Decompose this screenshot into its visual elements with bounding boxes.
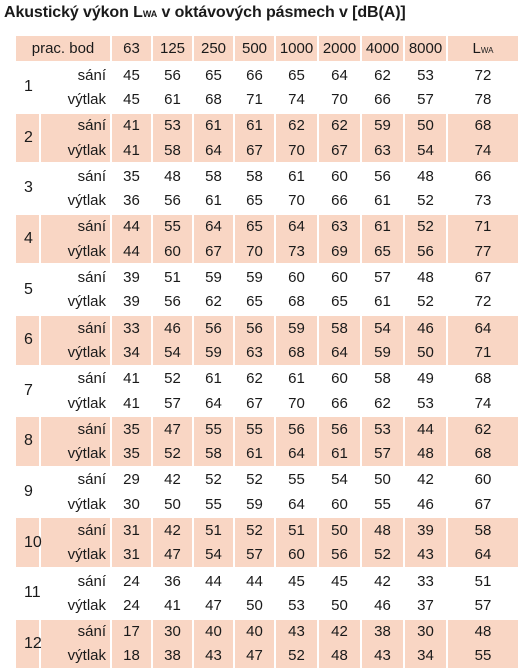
- value-cell: 41: [111, 113, 152, 138]
- value-cell: 58: [234, 163, 275, 188]
- value-cell: 44: [234, 568, 275, 593]
- point-id: 2: [16, 113, 40, 164]
- value-cell: 50: [404, 113, 447, 138]
- value-cell: 59: [275, 315, 318, 340]
- value-cell: 61: [318, 441, 361, 466]
- value-cell: 35: [111, 441, 152, 466]
- table-row: [16, 366, 518, 391]
- value-cell: 63: [234, 340, 275, 365]
- value-cell: 45: [275, 568, 318, 593]
- value-cell: 36: [152, 568, 193, 593]
- mode-label: sání: [40, 416, 111, 441]
- point-id: 3: [16, 163, 40, 214]
- value-cell: 60: [275, 543, 318, 568]
- value-cell: 65: [193, 62, 234, 87]
- value-cell: 36: [111, 188, 152, 213]
- total-cell: 51: [447, 568, 518, 593]
- mode-label: výtlak: [40, 87, 111, 112]
- value-cell: 61: [234, 113, 275, 138]
- value-cell: 61: [275, 163, 318, 188]
- value-cell: 74: [275, 87, 318, 112]
- total-cell: 68: [447, 441, 518, 466]
- value-cell: 54: [152, 340, 193, 365]
- mode-label: výtlak: [40, 644, 111, 668]
- band-header: 63: [111, 36, 152, 62]
- value-cell: 51: [193, 517, 234, 542]
- value-cell: 59: [234, 492, 275, 517]
- value-cell: 44: [111, 214, 152, 239]
- value-cell: 59: [193, 340, 234, 365]
- value-cell: 68: [193, 87, 234, 112]
- band-header: 250: [193, 36, 234, 62]
- table-row: [16, 644, 518, 668]
- value-cell: 61: [234, 441, 275, 466]
- value-cell: 70: [275, 391, 318, 416]
- value-cell: 53: [404, 391, 447, 416]
- value-cell: 52: [152, 441, 193, 466]
- value-cell: 45: [111, 87, 152, 112]
- value-cell: 52: [404, 188, 447, 213]
- mode-label: sání: [40, 619, 111, 644]
- value-cell: 44: [193, 568, 234, 593]
- value-cell: 33: [111, 315, 152, 340]
- point-id: 9: [16, 467, 40, 518]
- point-id: 1: [16, 62, 40, 113]
- value-cell: 64: [318, 340, 361, 365]
- value-cell: 62: [318, 113, 361, 138]
- value-cell: 68: [275, 290, 318, 315]
- header-row: [16, 36, 518, 62]
- value-cell: 33: [404, 568, 447, 593]
- value-cell: 47: [193, 593, 234, 618]
- total-cell: 64: [447, 543, 518, 568]
- value-cell: 57: [404, 87, 447, 112]
- value-cell: 48: [361, 517, 404, 542]
- value-cell: 61: [361, 290, 404, 315]
- mode-label: výtlak: [40, 441, 111, 466]
- total-header: LWA: [447, 36, 518, 62]
- value-cell: 53: [404, 62, 447, 87]
- table-row: [16, 315, 518, 340]
- band-header: 125: [152, 36, 193, 62]
- point-id: 12: [16, 619, 40, 668]
- title-prefix: Akustický výkon L: [4, 4, 143, 21]
- value-cell: 60: [318, 492, 361, 517]
- value-cell: 64: [275, 441, 318, 466]
- table-row: [16, 492, 518, 517]
- value-cell: 43: [275, 619, 318, 644]
- value-cell: 42: [318, 619, 361, 644]
- value-cell: 34: [404, 644, 447, 668]
- value-cell: 48: [318, 644, 361, 668]
- mode-label: sání: [40, 315, 111, 340]
- point-id: 11: [16, 568, 40, 619]
- value-cell: 60: [318, 163, 361, 188]
- value-cell: 24: [111, 593, 152, 618]
- value-cell: 38: [361, 619, 404, 644]
- total-cell: 48: [447, 619, 518, 644]
- value-cell: 37: [404, 593, 447, 618]
- table-row: [16, 568, 518, 593]
- mode-label: sání: [40, 113, 111, 138]
- table-row: [16, 138, 518, 163]
- band-header: 4000: [361, 36, 404, 62]
- value-cell: 56: [152, 290, 193, 315]
- total-cell: 58: [447, 517, 518, 542]
- mode-label: sání: [40, 568, 111, 593]
- value-cell: 65: [361, 239, 404, 264]
- value-cell: 70: [318, 87, 361, 112]
- value-cell: 46: [404, 492, 447, 517]
- value-cell: 67: [318, 138, 361, 163]
- value-cell: 66: [318, 188, 361, 213]
- value-cell: 53: [361, 416, 404, 441]
- table-row: [16, 264, 518, 289]
- value-cell: 46: [152, 315, 193, 340]
- value-cell: 40: [193, 619, 234, 644]
- value-cell: 55: [361, 492, 404, 517]
- value-cell: 65: [234, 214, 275, 239]
- value-cell: 56: [234, 315, 275, 340]
- value-cell: 48: [152, 163, 193, 188]
- table-row: [16, 214, 518, 239]
- band-header: 8000: [404, 36, 447, 62]
- value-cell: 65: [318, 290, 361, 315]
- value-cell: 56: [152, 188, 193, 213]
- value-cell: 62: [361, 62, 404, 87]
- sound-power-table: [16, 36, 518, 668]
- mode-label: sání: [40, 163, 111, 188]
- mode-label: výtlak: [40, 188, 111, 213]
- value-cell: 55: [193, 416, 234, 441]
- total-cell: 60: [447, 467, 518, 492]
- value-cell: 65: [234, 188, 275, 213]
- value-cell: 18: [111, 644, 152, 668]
- value-cell: 52: [404, 214, 447, 239]
- total-cell: 78: [474, 90, 492, 108]
- value-cell: 31: [111, 543, 152, 568]
- corner-label: prac. bod: [16, 36, 111, 62]
- value-cell: 57: [152, 391, 193, 416]
- value-cell: 55: [152, 214, 193, 239]
- band-header: 500: [234, 36, 275, 62]
- total-cell: 67: [447, 264, 518, 289]
- table-row: [16, 543, 518, 568]
- value-cell: 47: [152, 543, 193, 568]
- value-cell: 51: [275, 517, 318, 542]
- value-cell: 68: [275, 340, 318, 365]
- mode-label: sání: [40, 517, 111, 542]
- value-cell: 49: [404, 366, 447, 391]
- point-id: 10: [16, 517, 40, 568]
- mode-label: výtlak: [40, 138, 111, 163]
- mode-label: výtlak: [40, 492, 111, 517]
- total-cell: 68: [447, 113, 518, 138]
- value-cell: 61: [361, 214, 404, 239]
- value-cell: 70: [275, 188, 318, 213]
- value-cell: 46: [404, 315, 447, 340]
- value-cell: 30: [111, 492, 152, 517]
- total-cell: 74: [447, 138, 518, 163]
- value-cell: 54: [404, 138, 447, 163]
- value-cell: 35: [111, 416, 152, 441]
- value-cell: 60: [152, 239, 193, 264]
- point-id: 8: [16, 416, 40, 467]
- value-cell: 60: [318, 264, 361, 289]
- value-cell: 42: [361, 568, 404, 593]
- value-cell: 34: [111, 340, 152, 365]
- value-cell: 61: [193, 113, 234, 138]
- total-cell: 77: [447, 239, 518, 264]
- value-cell: 54: [318, 467, 361, 492]
- total-cell: 71: [447, 340, 518, 365]
- value-cell: 54: [193, 543, 234, 568]
- mode-label: sání: [40, 214, 111, 239]
- value-cell: 48: [404, 264, 447, 289]
- value-cell: 50: [234, 593, 275, 618]
- value-cell: 70: [234, 239, 275, 264]
- table-title: [4, 4, 406, 22]
- value-cell: 43: [361, 644, 404, 668]
- value-cell: 64: [193, 214, 234, 239]
- value-cell: 60: [318, 366, 361, 391]
- value-cell: 52: [404, 290, 447, 315]
- value-cell: 65: [234, 290, 275, 315]
- value-cell: 62: [361, 391, 404, 416]
- value-cell: 55: [275, 467, 318, 492]
- value-cell: 65: [275, 62, 318, 87]
- value-cell: 67: [193, 239, 234, 264]
- value-cell: 35: [111, 163, 152, 188]
- table-row: [16, 593, 518, 618]
- value-cell: 66: [318, 391, 361, 416]
- value-cell: 56: [318, 416, 361, 441]
- value-cell: 56: [193, 315, 234, 340]
- value-cell: 52: [234, 517, 275, 542]
- value-cell: 50: [318, 593, 361, 618]
- total-cell: 55: [447, 644, 518, 668]
- table-row: [16, 290, 518, 315]
- value-cell: 66: [234, 62, 275, 87]
- value-cell: 56: [152, 62, 193, 87]
- table-row: [16, 239, 518, 264]
- value-cell: 50: [318, 517, 361, 542]
- value-cell: 64: [193, 138, 234, 163]
- table-row: [16, 619, 518, 644]
- point-id: 7: [16, 366, 40, 417]
- value-cell: 30: [404, 619, 447, 644]
- value-cell: 53: [152, 113, 193, 138]
- value-cell: 51: [152, 264, 193, 289]
- value-cell: 46: [361, 593, 404, 618]
- value-cell: 59: [361, 113, 404, 138]
- value-cell: 45: [318, 568, 361, 593]
- value-cell: 30: [152, 619, 193, 644]
- value-cell: 42: [152, 467, 193, 492]
- value-cell: 62: [193, 290, 234, 315]
- value-cell: 71: [234, 87, 275, 112]
- table-row: [16, 391, 518, 416]
- value-cell: 73: [275, 239, 318, 264]
- mode-label: sání: [40, 264, 111, 289]
- value-cell: 39: [111, 264, 152, 289]
- total-cell: 72: [447, 62, 518, 87]
- mode-label: výtlak: [40, 593, 111, 618]
- table-row: [16, 163, 518, 188]
- value-cell: 41: [111, 366, 152, 391]
- value-cell: 48: [404, 441, 447, 466]
- value-cell: 58: [152, 138, 193, 163]
- value-cell: 60: [275, 264, 318, 289]
- table-body: [16, 62, 518, 668]
- value-cell: 69: [318, 239, 361, 264]
- mode-label: sání: [40, 62, 111, 87]
- value-cell: 58: [193, 163, 234, 188]
- value-cell: 61: [193, 366, 234, 391]
- value-cell: 38: [152, 644, 193, 668]
- mode-label: sání: [40, 366, 111, 391]
- value-cell: 42: [152, 517, 193, 542]
- point-id: 4: [16, 214, 40, 265]
- value-cell: 64: [275, 214, 318, 239]
- value-cell: 44: [111, 239, 152, 264]
- value-cell: 50: [404, 340, 447, 365]
- value-cell: 62: [275, 113, 318, 138]
- table-row: [16, 188, 518, 213]
- total-cell: 64: [447, 315, 518, 340]
- value-cell: 43: [404, 543, 447, 568]
- mode-label: výtlak: [40, 239, 111, 264]
- value-cell: 59: [234, 264, 275, 289]
- value-cell: 56: [404, 239, 447, 264]
- value-cell: 58: [318, 315, 361, 340]
- total-cell: 72: [474, 293, 492, 311]
- value-cell: 31: [111, 517, 152, 542]
- table-row: [16, 467, 518, 492]
- table-row: [16, 441, 518, 466]
- table-row: [16, 416, 518, 441]
- value-cell: 62: [234, 366, 275, 391]
- value-cell: 61: [193, 188, 234, 213]
- value-cell: 67: [234, 138, 275, 163]
- value-cell: 56: [275, 416, 318, 441]
- value-cell: 45: [111, 62, 152, 87]
- value-cell: 63: [318, 214, 361, 239]
- value-cell: 64: [318, 62, 361, 87]
- value-cell: 58: [193, 441, 234, 466]
- table-row: [16, 340, 518, 365]
- value-cell: 48: [404, 163, 447, 188]
- value-cell: 39: [111, 290, 152, 315]
- value-cell: 52: [152, 366, 193, 391]
- total-cell: 74: [474, 394, 492, 412]
- value-cell: 57: [361, 264, 404, 289]
- value-cell: 61: [275, 366, 318, 391]
- point-id: 5: [16, 264, 40, 315]
- value-cell: 24: [111, 568, 152, 593]
- value-cell: 52: [361, 543, 404, 568]
- band-header: 2000: [318, 36, 361, 62]
- total-cell: 57: [474, 596, 492, 614]
- point-id: 6: [16, 315, 40, 366]
- value-cell: 52: [193, 467, 234, 492]
- value-cell: 59: [193, 264, 234, 289]
- value-cell: 47: [234, 644, 275, 668]
- value-cell: 50: [152, 492, 193, 517]
- value-cell: 64: [193, 391, 234, 416]
- total-cell: 67: [474, 495, 492, 513]
- mode-label: výtlak: [40, 543, 111, 568]
- value-cell: 64: [275, 492, 318, 517]
- band-header: 1000: [275, 36, 318, 62]
- title-suffix: v oktávových pásmech v [dB(A)]: [157, 4, 406, 21]
- value-cell: 43: [193, 644, 234, 668]
- value-cell: 41: [111, 138, 152, 163]
- value-cell: 66: [361, 87, 404, 112]
- value-cell: 50: [361, 467, 404, 492]
- title-subscript: WA: [142, 9, 158, 19]
- value-cell: 42: [404, 467, 447, 492]
- value-cell: 17: [111, 619, 152, 644]
- value-cell: 67: [234, 391, 275, 416]
- value-cell: 29: [111, 467, 152, 492]
- value-cell: 41: [111, 391, 152, 416]
- table-row: [16, 62, 518, 87]
- total-cell: 68: [447, 366, 518, 391]
- value-cell: 44: [404, 416, 447, 441]
- value-cell: 55: [234, 416, 275, 441]
- value-cell: 56: [318, 543, 361, 568]
- table-row: [16, 87, 518, 112]
- value-cell: 61: [152, 87, 193, 112]
- mode-label: výtlak: [40, 391, 111, 416]
- value-cell: 40: [234, 619, 275, 644]
- value-cell: 55: [193, 492, 234, 517]
- value-cell: 59: [361, 340, 404, 365]
- value-cell: 53: [275, 593, 318, 618]
- value-cell: 52: [234, 467, 275, 492]
- value-cell: 61: [361, 188, 404, 213]
- value-cell: 57: [361, 441, 404, 466]
- total-cell: 71: [447, 214, 518, 239]
- table-row: [16, 517, 518, 542]
- total-cell: 66: [447, 163, 518, 188]
- mode-label: sání: [40, 467, 111, 492]
- value-cell: 56: [361, 163, 404, 188]
- total-cell: 73: [474, 192, 492, 210]
- value-cell: 63: [361, 138, 404, 163]
- mode-label: výtlak: [40, 290, 111, 315]
- value-cell: 58: [361, 366, 404, 391]
- mode-label: výtlak: [40, 340, 111, 365]
- value-cell: 70: [275, 138, 318, 163]
- value-cell: 57: [234, 543, 275, 568]
- value-cell: 47: [152, 416, 193, 441]
- total-cell: 62: [447, 416, 518, 441]
- value-cell: 52: [275, 644, 318, 668]
- value-cell: 54: [361, 315, 404, 340]
- value-cell: 39: [404, 517, 447, 542]
- table-row: [16, 113, 518, 138]
- value-cell: 41: [152, 593, 193, 618]
